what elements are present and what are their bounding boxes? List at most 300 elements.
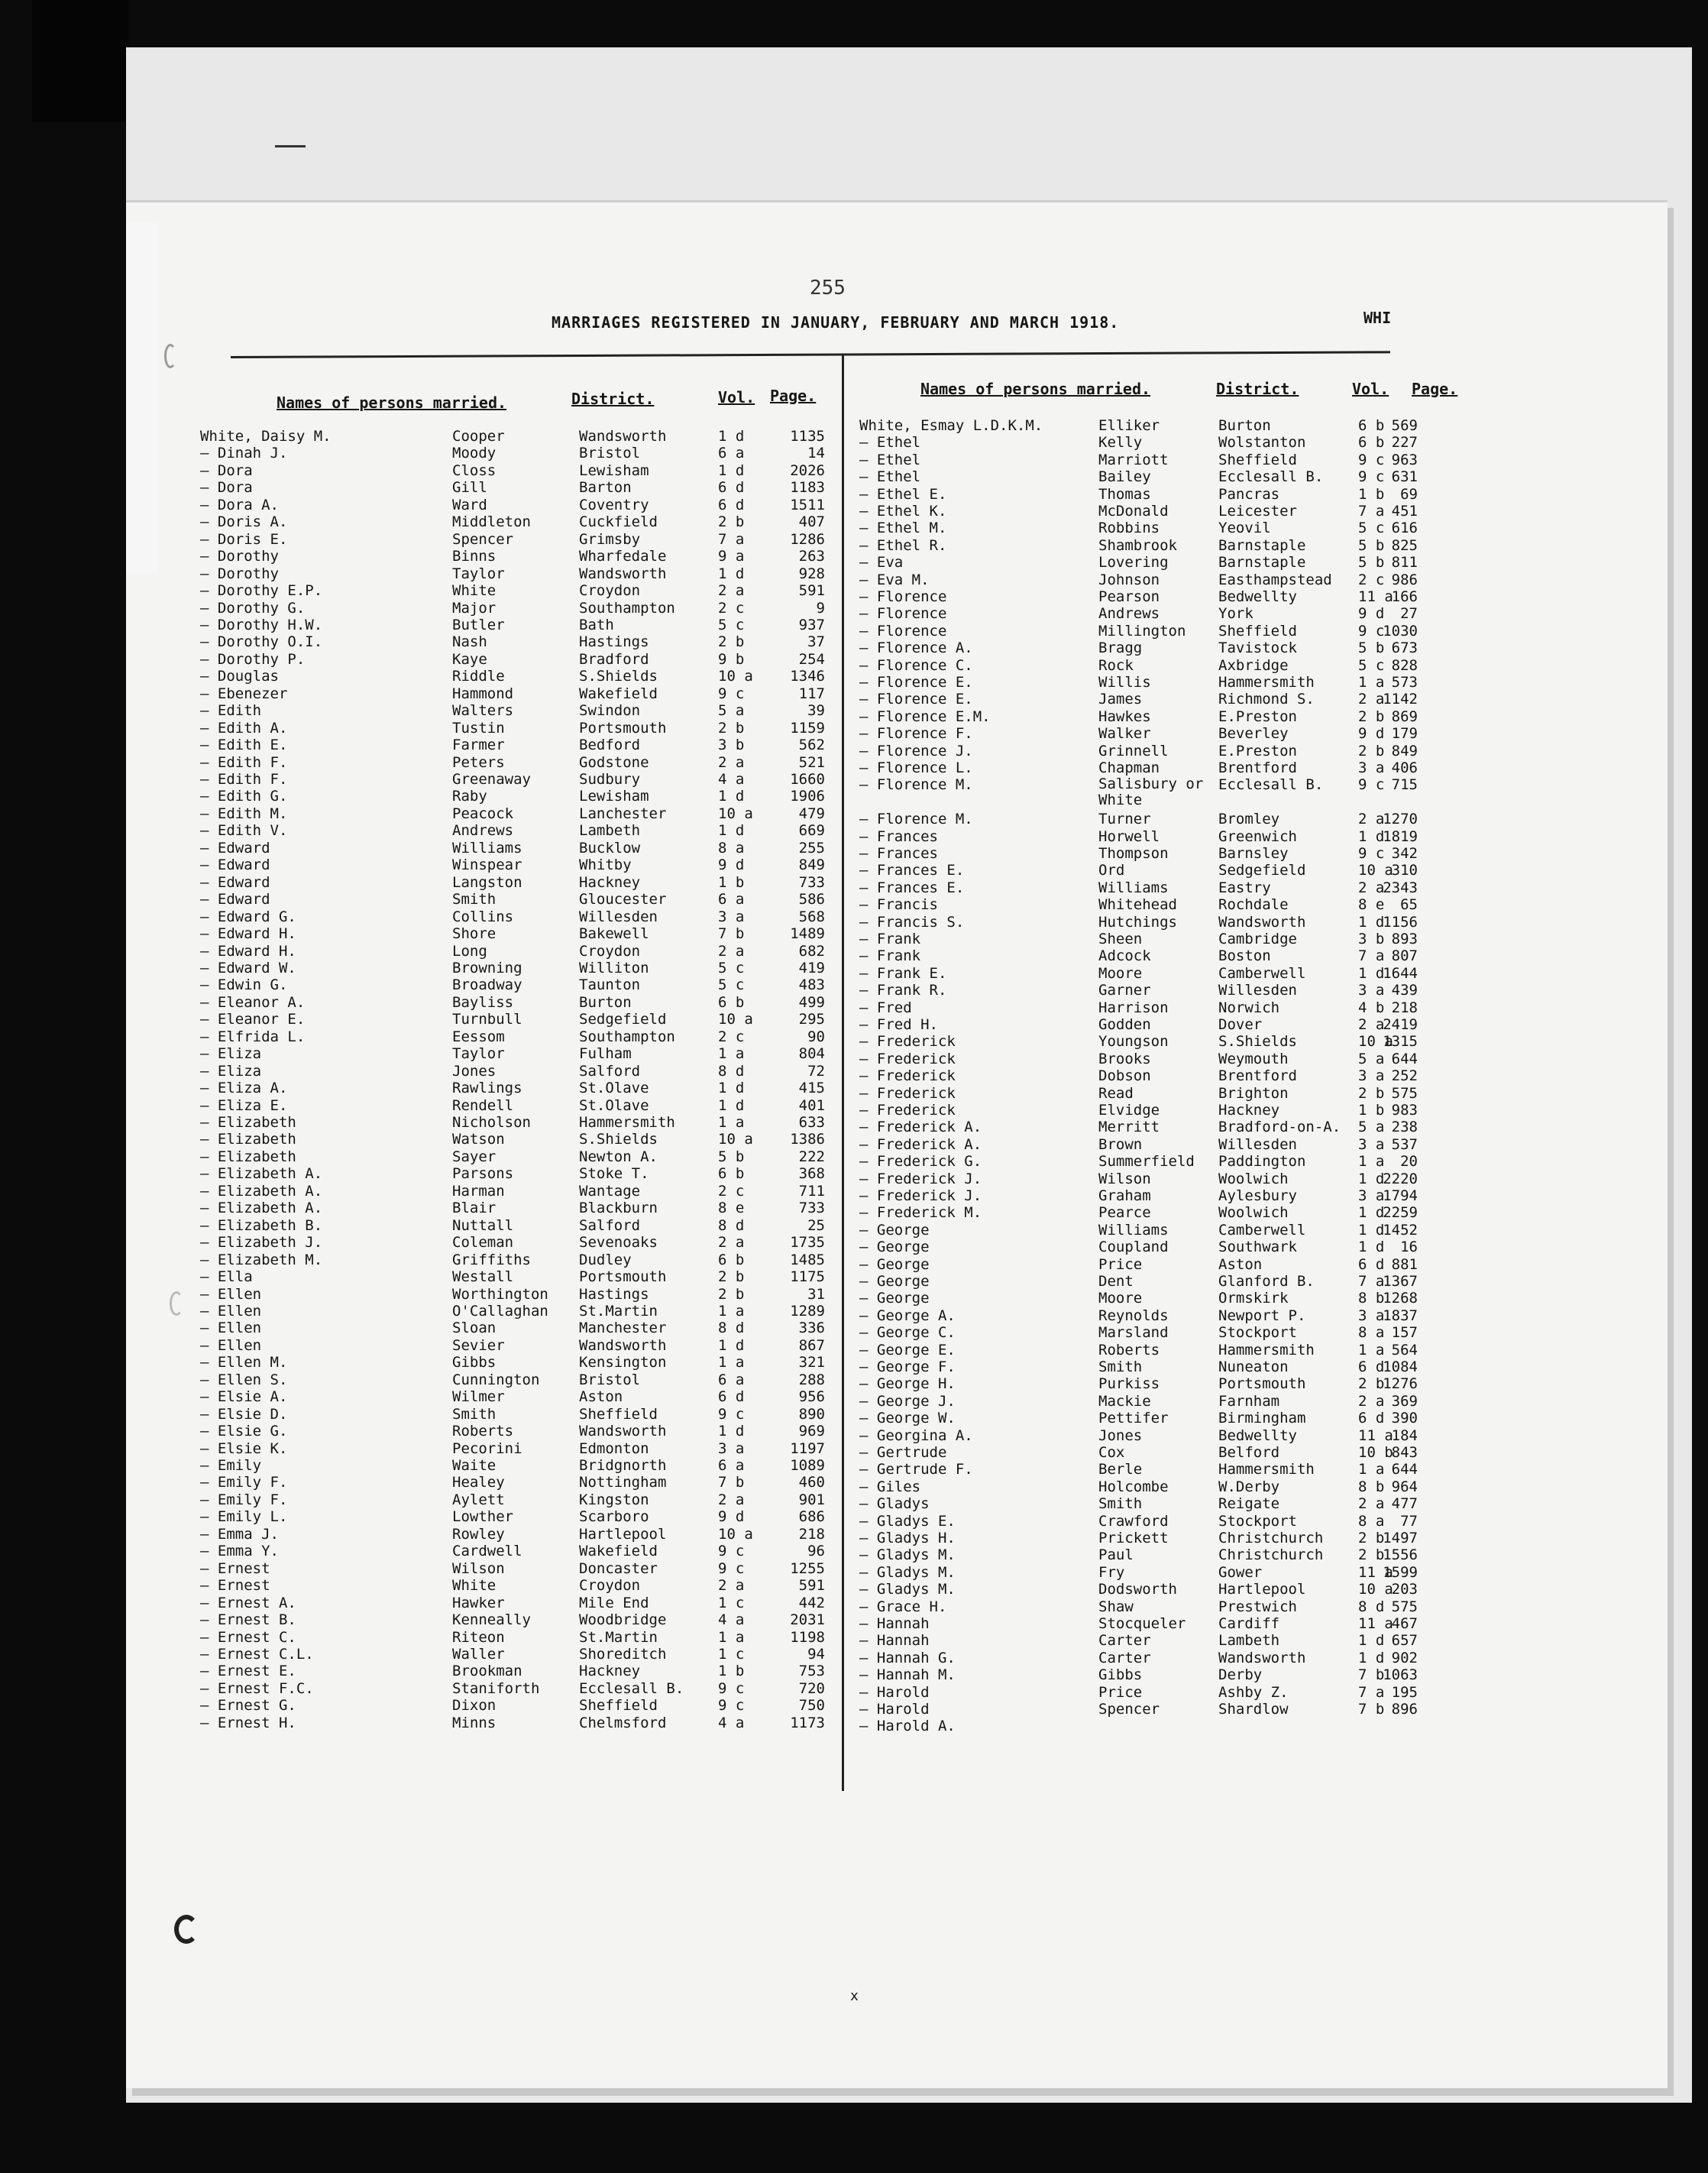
entry-district: Nottingham [579, 1474, 667, 1491]
entry-page: 368 [798, 1165, 825, 1183]
entry-spouse: Graham [1098, 1187, 1151, 1204]
entry-spouse: Shore [452, 925, 497, 943]
entry-spouse: Andrews [1098, 605, 1160, 623]
entry-district: York [1218, 605, 1254, 623]
entry-vol: 6 a [718, 1457, 745, 1474]
entry-page: 415 [798, 1080, 825, 1097]
entry-vol: 2 a [718, 753, 745, 771]
entry-page: 807 [1391, 947, 1418, 965]
entry-spouse: Raby [452, 788, 487, 805]
entry-spouse: Ward [452, 496, 487, 513]
entry-vol: 10 a [718, 668, 753, 685]
entry-spouse: Chapman [1098, 759, 1160, 776]
entry-spouse: Johnson [1098, 571, 1160, 588]
entry-vol: 2 c [718, 1182, 745, 1200]
entry-page: 586 [798, 891, 825, 908]
entry-district: Wakefield [579, 685, 658, 702]
entry-district: Hammersmith [1218, 674, 1315, 691]
entry-spouse: Spencer [452, 530, 514, 548]
entry-district: Easthampstead [1218, 571, 1332, 588]
entry-district: Wandsworth [579, 1336, 667, 1354]
entry-page: 477 [1391, 1495, 1418, 1513]
entry-page: 2026 [790, 461, 825, 479]
entry-name: — Frederick J. [859, 1187, 982, 1204]
entry-spouse: Rendell [452, 1096, 514, 1114]
entry-spouse: Brookman [452, 1663, 522, 1680]
entry-name: — Harold [859, 1683, 930, 1701]
entry-page: 195 [1391, 1683, 1418, 1701]
entry-page: 321 [798, 1354, 825, 1371]
entry-vol: 1 d [1358, 1221, 1385, 1239]
entry-district: Burton [579, 993, 632, 1011]
entry-spouse: Walters [452, 702, 514, 720]
entry-vol: 1 b [718, 1663, 745, 1680]
entry-district: Wakefield [579, 1543, 658, 1560]
entry-name: — Frank [859, 947, 921, 965]
entry-spouse: Healey [452, 1474, 505, 1491]
entry-name: — Florence F. [859, 725, 973, 743]
entry-district: Croydon [579, 942, 641, 960]
entry-name: — Ellen [200, 1302, 262, 1320]
entry-district: Brighton [1218, 1084, 1289, 1102]
left-header-page: Page. [770, 387, 817, 405]
entry-name: — Dora [200, 479, 253, 497]
entry-page: 1197 [790, 1439, 825, 1457]
entry-vol: 6 d [1358, 1255, 1385, 1273]
punch-hole [164, 344, 176, 368]
entry-page: 9 [816, 599, 825, 617]
entry-page: 644 [1391, 1461, 1418, 1478]
entry-page: 711 [798, 1182, 825, 1200]
entry-page: 1386 [790, 1131, 825, 1148]
entry-name: — Gladys M. [859, 1581, 956, 1598]
entry-spouse: Cunnington [452, 1371, 540, 1388]
entry-district: Sheffield [1218, 451, 1297, 468]
entry-vol: 1 d [718, 1336, 745, 1354]
entry-district: Lambeth [1218, 1632, 1280, 1650]
entry-district: Kingston [579, 1491, 649, 1508]
entry-district: Wandsworth [1218, 1649, 1306, 1666]
entry-page: 2220 [1383, 1170, 1418, 1187]
entry-district: Greenwich [1218, 827, 1297, 845]
entry-spouse: Kenneally [452, 1611, 531, 1629]
entry-page: 1556 [1383, 1546, 1418, 1564]
entry-page: 369 [1391, 1392, 1418, 1410]
entry-vol: 8 a [1358, 1324, 1385, 1342]
entry-district: Willesden [1218, 1135, 1297, 1153]
entry-district: Prestwich [1218, 1598, 1297, 1615]
entry-district: Birmingham [1218, 1410, 1306, 1427]
entry-vol: 2 b [1358, 1375, 1385, 1393]
entry-vol: 2 c [1358, 571, 1385, 588]
entry-district: Hastings [579, 633, 649, 651]
entry-vol: 8 a [1358, 1512, 1385, 1530]
entry-page: 1837 [1383, 1307, 1418, 1324]
entry-page: 90 [807, 1028, 825, 1045]
entry-district: Bedwellty [1218, 1427, 1297, 1444]
entry-name: — Eva M. [859, 571, 930, 588]
entry-district: Bedford [579, 737, 641, 754]
entry-district: Hartlepool [1218, 1581, 1306, 1598]
entry-district: Richmond S. [1218, 691, 1315, 708]
entry-page: 39 [807, 702, 825, 720]
entry-name: — Emily L. [200, 1508, 288, 1526]
entry-district: Cardiff [1218, 1615, 1280, 1632]
entry-name: — Hannah [859, 1615, 930, 1632]
entry-vol: 7 b [718, 1474, 745, 1491]
entry-spouse: Wilson [1098, 1170, 1151, 1187]
entry-vol: 10 a [718, 1131, 753, 1148]
entry-page: 1159 [790, 719, 825, 737]
entry-page: 65 [1400, 896, 1418, 914]
entry-vol: 8 b [1358, 1290, 1385, 1307]
entry-spouse: Dixon [452, 1697, 497, 1715]
entry-page: 442 [798, 1594, 825, 1611]
entry-page: 20 [1400, 1153, 1418, 1171]
entry-vol: 5 a [718, 702, 745, 720]
right-header-district: District. [1216, 380, 1299, 398]
entry-vol: 11 a [1358, 588, 1393, 605]
entry-vol: 11 a [1358, 1427, 1393, 1444]
entry-page: 499 [798, 993, 825, 1011]
entry-name: — Frank E. [859, 964, 947, 982]
entry-district: S.Shields [579, 668, 658, 685]
entry-name: — Dorothy H.W. [200, 616, 323, 633]
entry-name: — Emily F. [200, 1491, 288, 1508]
entry-name: — Ernest [200, 1577, 270, 1595]
entry-vol: 8 d [718, 1320, 745, 1337]
entry-name: — Gertrude F. [859, 1461, 973, 1478]
entry-page: 896 [1391, 1701, 1418, 1718]
entry-name: — Frances E. [859, 879, 965, 896]
entry-vol: 1 a [718, 1114, 745, 1131]
entry-spouse: Mackie [1098, 1392, 1151, 1410]
entry-name: — Gladys [859, 1495, 930, 1513]
entry-name: — Ebenezer [200, 685, 288, 702]
entry-name: — Ellen [200, 1320, 262, 1337]
entry-page: 825 [1391, 536, 1418, 554]
entry-district: Southampton [579, 1028, 675, 1045]
entry-vol: 9 b [718, 650, 745, 668]
entry-name: — Doris A. [200, 513, 288, 531]
entry-spouse: Ord [1098, 862, 1125, 879]
right-header-names: Names of persons married. [920, 380, 1151, 398]
entry-spouse: Kelly [1098, 434, 1143, 452]
entry-spouse: Hutchings [1098, 913, 1177, 931]
entry-page: 1268 [1383, 1290, 1418, 1307]
entry-vol: 3 a [1358, 1135, 1385, 1153]
entry-page: 157 [1391, 1324, 1418, 1342]
entry-district: Axbridge [1218, 656, 1289, 674]
entry-vol: 11 a [1358, 1563, 1393, 1581]
entry-district: Chelmsford [579, 1714, 667, 1731]
entry-spouse: Smith [1098, 1359, 1143, 1375]
entry-vol: 1 a [1358, 1461, 1385, 1478]
entry-vol: 1 a [718, 1354, 745, 1371]
entry-page: 1175 [790, 1268, 825, 1286]
entry-district: Glanford B. [1218, 1273, 1315, 1290]
entry-district: Willesden [579, 908, 658, 925]
entry-page: 1135 [790, 428, 825, 445]
entry-vol: 9 c [718, 1405, 745, 1423]
entry-spouse: Williams [1098, 1221, 1169, 1239]
entry-spouse: Sheen [1098, 931, 1143, 947]
entry-district: Christchurch [1218, 1530, 1324, 1546]
entry-name: — Ernest B. [200, 1611, 296, 1629]
entry-district: Sedgefield [1218, 862, 1306, 879]
entry-vol: 5 b [718, 1148, 745, 1165]
entry-district: Godstone [579, 753, 649, 771]
entry-spouse: Sloan [452, 1320, 497, 1337]
entry-name: — Dorothy O.I. [200, 633, 323, 651]
entry-vol: 3 a [718, 908, 745, 925]
entry-vol: 7 a [1358, 503, 1385, 520]
entry-page: 849 [1391, 742, 1418, 759]
entry-district: Salford [579, 1062, 641, 1080]
entry-name: — Elizabeth A. [200, 1165, 323, 1183]
entry-vol: 2 c [718, 599, 745, 617]
entry-district: St.Martin [579, 1628, 658, 1646]
entry-page: 1599 [1383, 1563, 1418, 1581]
entry-vol: 9 c [718, 1679, 745, 1697]
entry-name: — George J. [859, 1392, 956, 1410]
entry-district: Hammersmith [1218, 1461, 1315, 1478]
entry-spouse: Nicholson [452, 1114, 531, 1131]
entry-district: Taunton [579, 976, 641, 994]
entry-name: — Frederick G. [859, 1153, 982, 1171]
entry-vol: 2 a [1358, 1016, 1385, 1033]
entry-page: 753 [798, 1663, 825, 1680]
entry-district: St.Olave [579, 1080, 649, 1097]
entry-name: — Eliza [200, 1045, 262, 1063]
entry-name: — Emma J. [200, 1525, 279, 1543]
entry-spouse: Pettifer [1098, 1410, 1169, 1427]
entry-spouse: Westall [452, 1268, 514, 1286]
entry-page: 1794 [1383, 1187, 1418, 1204]
entry-district: Reigate [1218, 1495, 1280, 1513]
entry-vol: 1 d [718, 1096, 745, 1114]
entry-name: — Frances E. [859, 862, 965, 879]
entry-vol: 6 d [718, 1388, 745, 1406]
entry-vol: 2 a [1358, 879, 1385, 896]
entry-page: 1286 [790, 530, 825, 548]
entry-name: — Florence L. [859, 759, 973, 776]
entry-name: — Eliza E. [200, 1096, 288, 1114]
entry-name: — Fred H. [859, 1016, 938, 1033]
entry-district: Bakewell [579, 925, 649, 943]
entry-district: Camberwell [1218, 1221, 1306, 1239]
entry-district: Southwark [1218, 1239, 1297, 1256]
entry-page: 869 [1391, 708, 1418, 725]
entry-district: Hastings [579, 1285, 649, 1303]
entry-page: 849 [798, 857, 825, 874]
entry-vol: 1 d [718, 1423, 745, 1440]
entry-district: S.Shields [1218, 1033, 1297, 1051]
footer-mark: x [850, 1988, 859, 2004]
entry-name: — Edith G. [200, 788, 288, 805]
entry-name: — Ernest C. [200, 1628, 296, 1646]
entry-spouse: Hammond [452, 685, 514, 702]
entry-vol: 2 b [1358, 1546, 1385, 1564]
entry-spouse: Roberts [1098, 1341, 1160, 1359]
entry-spouse: Pecorini [452, 1439, 522, 1457]
entry-spouse: Thompson [1098, 845, 1169, 862]
entry-name: — Ernest A. [200, 1594, 296, 1611]
entry-spouse: Read [1098, 1084, 1134, 1102]
entry-name: — Frederick [859, 1102, 956, 1119]
entry-page: 342 [1391, 845, 1418, 862]
entry-name: — Dinah J. [200, 445, 288, 462]
entry-district: Portsmouth [1218, 1375, 1306, 1393]
entry-spouse: Walker [1098, 725, 1151, 743]
entry-district: E.Preston [1218, 708, 1297, 725]
entry-name: — Edith E. [200, 737, 288, 754]
entry-page: 96 [807, 1543, 825, 1560]
entry-spouse: Berle [1098, 1461, 1143, 1478]
entry-spouse: Broadway [452, 976, 522, 994]
entry-name: — Elizabeth [200, 1131, 296, 1148]
entry-district: Leicester [1218, 503, 1297, 520]
entry-spouse: Summerfield [1098, 1153, 1195, 1171]
entry-page: 255 [798, 839, 825, 857]
entry-spouse: Spencer [1098, 1701, 1160, 1718]
entry-page: 956 [798, 1388, 825, 1406]
entry-spouse: Price [1098, 1255, 1143, 1273]
entry-name: — Dorothy E.P. [200, 582, 323, 600]
entry-spouse: Coupland [1098, 1239, 1169, 1256]
entry-spouse: Williams [452, 839, 522, 857]
entry-spouse: Brown [1098, 1135, 1143, 1153]
entry-district: Bromley [1218, 811, 1280, 828]
entry-name: — Dorothy [200, 548, 279, 565]
entry-vol: 3 b [718, 737, 745, 754]
entry-name: — Eleanor E. [200, 1011, 306, 1028]
entry-page: 1906 [790, 788, 825, 805]
entry-vol: 1 d [1358, 1204, 1385, 1222]
entry-name: — George [859, 1239, 930, 1256]
entry-vol: 4 a [718, 1611, 745, 1629]
entry-name: — Florence J. [859, 742, 973, 759]
entry-name: — Hannah [859, 1632, 930, 1650]
entry-district: Gower [1218, 1563, 1263, 1581]
entry-vol: 5 b [1358, 640, 1385, 657]
entry-vol: 9 c [718, 685, 745, 702]
entry-page: 1255 [790, 1559, 825, 1577]
entry-vol: 7 a [718, 530, 745, 548]
entry-spouse: Smith [1098, 1495, 1143, 1513]
entry-name: — Edith V. [200, 822, 288, 840]
entry-spouse: Closs [452, 461, 497, 479]
entry-name: — Ernest C.L. [200, 1645, 314, 1663]
entry-spouse: Adcock [1098, 947, 1151, 965]
entry-district: Christchurch [1218, 1546, 1324, 1564]
entry-name: — Frederick [859, 1067, 956, 1085]
entry-district: Bucklow [579, 839, 641, 857]
entry-page: 591 [798, 1577, 825, 1595]
entry-page: 569 [1391, 417, 1418, 434]
entry-name: — Edith M. [200, 805, 288, 822]
entry-vol: 7 b [1358, 1666, 1385, 1684]
entry-district: Shardlow [1218, 1701, 1289, 1718]
entry-name: — Eva [859, 554, 904, 572]
entry-vol: 1 a [718, 1045, 745, 1063]
entry-spouse: Moody [452, 445, 497, 462]
entry-district: Coventry [579, 496, 649, 513]
entry-page: 1270 [1383, 811, 1418, 828]
entry-spouse: Andrews [452, 822, 514, 840]
entry-spouse: Wilmer [452, 1388, 505, 1406]
entry-district: Swindon [579, 702, 641, 720]
entry-vol: 2 b [1358, 708, 1385, 725]
entry-page: 901 [798, 1491, 825, 1508]
entry-page: 1084 [1383, 1359, 1418, 1375]
entry-vol: 6 a [718, 445, 745, 462]
entry-page: 657 [1391, 1632, 1418, 1650]
entry-page: 252 [1391, 1067, 1418, 1085]
entry-vol: 4 a [718, 771, 745, 788]
entry-page: 31 [807, 1285, 825, 1303]
entry-vol: 9 c [1358, 468, 1385, 486]
entry-vol: 1 b [1358, 485, 1385, 503]
entry-page: 564 [1391, 1341, 1418, 1359]
entry-name: — Dorothy [200, 565, 279, 582]
entry-vol: 10 a [1358, 1581, 1393, 1598]
entry-district: Sevenoaks [579, 1234, 658, 1252]
entry-page: 669 [798, 822, 825, 840]
entry-page: 1289 [790, 1302, 825, 1320]
entry-spouse: Aylett [452, 1491, 505, 1508]
entry-district: W.Derby [1218, 1478, 1280, 1495]
entry-district: Woolwich [1218, 1204, 1289, 1222]
entry-district: Stockport [1218, 1512, 1297, 1530]
entry-vol: 2 a [1358, 1392, 1385, 1410]
entry-name: — Frederick A. [859, 1119, 982, 1136]
entry-name: — Ernest E. [200, 1663, 296, 1680]
entry-district: Blackburn [579, 1200, 658, 1217]
entry-vol: 11 a [1358, 1615, 1393, 1632]
entry-district: Shoreditch [579, 1645, 667, 1663]
entry-name: — George C. [859, 1324, 956, 1342]
entry-page: 401 [798, 1096, 825, 1114]
entry-page: 288 [798, 1371, 825, 1388]
entry-name: — Frank R. [859, 982, 947, 999]
entry-page: 537 [1391, 1135, 1418, 1153]
entry-spouse: Holcombe [1098, 1478, 1169, 1495]
entry-page: 77 [1400, 1512, 1418, 1530]
entry-spouse: Hawker [452, 1594, 505, 1611]
entry-spouse: Lovering [1098, 554, 1169, 572]
entry-district: Bristol [579, 1371, 641, 1388]
entry-district: Cambridge [1218, 931, 1297, 947]
entry-spouse: Staniforth [452, 1679, 540, 1697]
entry-page: 1276 [1383, 1375, 1418, 1393]
entry-district: Camberwell [1218, 964, 1306, 982]
entry-spouse: Nuttall [452, 1216, 514, 1234]
entry-page: 902 [1391, 1649, 1418, 1666]
entry-district: Burton [1218, 417, 1271, 434]
entry-vol: 3 a [1358, 982, 1385, 999]
entry-vol: 10 b [1358, 1444, 1393, 1461]
entry-spouse: Moore [1098, 964, 1143, 982]
entry-vol: 1 d [1358, 913, 1385, 931]
entry-page: 1183 [790, 479, 825, 497]
entry-spouse: Shaw [1098, 1598, 1134, 1615]
entry-district: Lambeth [579, 822, 641, 840]
entry-district: Newton A. [579, 1148, 658, 1165]
entry-district: Ecclesall B. [579, 1679, 684, 1697]
entry-name: — Elizabeth [200, 1114, 296, 1131]
entry-district: Sedgefield [579, 1011, 667, 1028]
